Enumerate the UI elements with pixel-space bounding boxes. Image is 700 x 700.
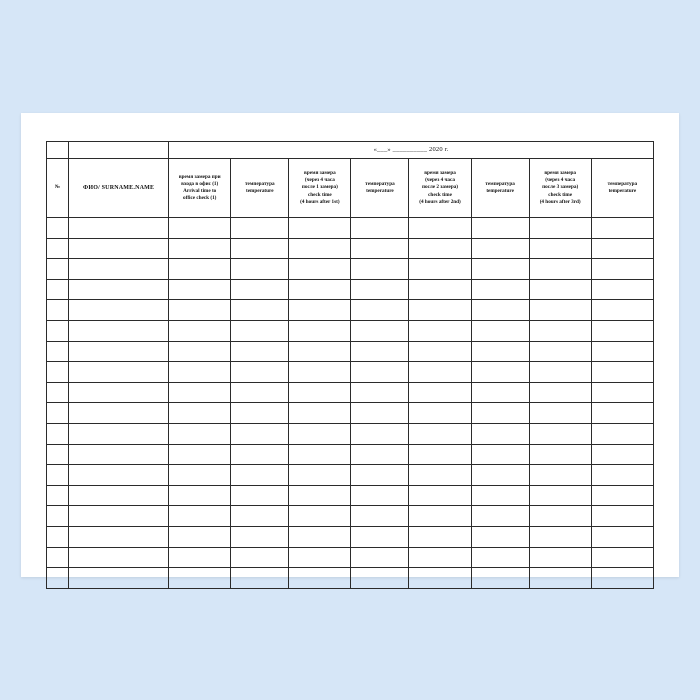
- cell-check4-time[interactable]: [529, 465, 591, 486]
- cell-check2-time[interactable]: [289, 526, 351, 547]
- table-row[interactable]: [47, 526, 654, 547]
- cell-name[interactable]: [69, 526, 169, 547]
- cell-check1-time[interactable]: [169, 568, 231, 589]
- header-line: Arrival time to: [183, 188, 217, 194]
- cell-check3-time[interactable]: [409, 526, 471, 547]
- cell-nr[interactable]: [47, 259, 69, 280]
- cell-nr[interactable]: [47, 362, 69, 383]
- cell-nr[interactable]: [47, 238, 69, 259]
- cell-check2-time[interactable]: [289, 568, 351, 589]
- cell-check1-time[interactable]: [169, 485, 231, 506]
- cell-check4-temp[interactable]: [591, 506, 653, 527]
- cell-check1-time[interactable]: [169, 259, 231, 280]
- cell-check3-temp[interactable]: [471, 465, 529, 486]
- cell-nr[interactable]: [47, 547, 69, 568]
- cell-check1-time[interactable]: [169, 403, 231, 424]
- cell-check2-time[interactable]: [289, 218, 351, 239]
- header-cell-check1-time: [169, 159, 231, 218]
- cell-check4-time[interactable]: [529, 526, 591, 547]
- cell-check1-temp[interactable]: [231, 300, 289, 321]
- cell-check3-time[interactable]: [409, 300, 471, 321]
- cell-check2-temp[interactable]: [351, 238, 409, 259]
- cell-check4-temp[interactable]: [591, 279, 653, 300]
- table-row[interactable]: [47, 320, 654, 341]
- cell-check2-temp[interactable]: [351, 362, 409, 383]
- cell-check2-temp[interactable]: [351, 465, 409, 486]
- header-cell-check3-time: [409, 159, 471, 218]
- cell-check3-time[interactable]: [409, 423, 471, 444]
- cell-name[interactable]: [69, 444, 169, 465]
- cell-check4-time[interactable]: [529, 238, 591, 259]
- cell-check2-temp[interactable]: [351, 403, 409, 424]
- cell-check4-temp[interactable]: [591, 259, 653, 280]
- header-line: check time: [548, 191, 573, 198]
- cell-check1-temp[interactable]: [231, 362, 289, 383]
- cell-check4-temp[interactable]: [591, 218, 653, 239]
- cell-check1-temp[interactable]: [231, 279, 289, 300]
- header-line: office check (1): [183, 195, 217, 202]
- cell-check1-time[interactable]: [169, 465, 231, 486]
- header-cell-name: [69, 159, 169, 218]
- cell-check1-time[interactable]: [169, 238, 231, 259]
- cell-check2-temp[interactable]: [351, 300, 409, 321]
- table-row[interactable]: [47, 444, 654, 465]
- cell-check2-time[interactable]: [289, 320, 351, 341]
- cell-check4-temp[interactable]: [591, 423, 653, 444]
- cell-check1-time[interactable]: [169, 300, 231, 321]
- table-row[interactable]: [47, 300, 654, 321]
- cell-check3-temp[interactable]: [471, 238, 529, 259]
- cell-check1-time[interactable]: [169, 506, 231, 527]
- table-row[interactable]: [47, 341, 654, 362]
- cell-check3-temp[interactable]: [471, 279, 529, 300]
- cell-check2-temp[interactable]: [351, 259, 409, 280]
- cell-check3-temp[interactable]: [471, 218, 529, 239]
- cell-nr[interactable]: [47, 403, 69, 424]
- header-line: (через 4 часа: [425, 177, 455, 184]
- cell-check1-temp[interactable]: [231, 382, 289, 403]
- cell-check4-temp[interactable]: [591, 382, 653, 403]
- cell-check3-time[interactable]: [409, 259, 471, 280]
- cell-check3-time[interactable]: [409, 382, 471, 403]
- cell-check4-temp[interactable]: [591, 341, 653, 362]
- cell-check3-temp[interactable]: [471, 526, 529, 547]
- cell-check4-temp[interactable]: [591, 362, 653, 383]
- cell-name[interactable]: [69, 485, 169, 506]
- cell-check1-time[interactable]: [169, 279, 231, 300]
- table-row[interactable]: [47, 465, 654, 486]
- cell-check3-time[interactable]: [409, 362, 471, 383]
- cell-check2-time[interactable]: [289, 485, 351, 506]
- cell-check4-time[interactable]: [529, 423, 591, 444]
- cell-check1-temp[interactable]: [231, 218, 289, 239]
- document-sheet: [21, 113, 679, 577]
- header-line: температура: [485, 180, 515, 187]
- table-row[interactable]: [47, 382, 654, 403]
- cell-check4-time[interactable]: [529, 382, 591, 403]
- cell-check3-temp[interactable]: [471, 320, 529, 341]
- table-row[interactable]: [47, 218, 654, 239]
- cell-check3-temp[interactable]: [471, 403, 529, 424]
- cell-check4-temp[interactable]: [591, 444, 653, 465]
- cell-check4-time[interactable]: [529, 279, 591, 300]
- cell-check2-time[interactable]: [289, 465, 351, 486]
- cell-check1-time[interactable]: [169, 218, 231, 239]
- cell-check1-temp[interactable]: [231, 526, 289, 547]
- cell-check1-temp[interactable]: [231, 341, 289, 362]
- banner-corner-name: [69, 142, 169, 159]
- cell-check3-time[interactable]: [409, 568, 471, 589]
- cell-name[interactable]: [69, 403, 169, 424]
- table-row[interactable]: [47, 259, 654, 280]
- cell-check1-time[interactable]: [169, 341, 231, 362]
- cell-check1-time[interactable]: [169, 444, 231, 465]
- cell-check1-temp[interactable]: [231, 423, 289, 444]
- date-banner-row: [47, 142, 654, 159]
- cell-nr[interactable]: [47, 320, 69, 341]
- cell-check2-temp[interactable]: [351, 320, 409, 341]
- cell-check1-temp[interactable]: [231, 259, 289, 280]
- cell-check1-time[interactable]: [169, 382, 231, 403]
- header-row: [47, 159, 654, 218]
- banner-corner-nr: [47, 142, 69, 159]
- cell-check2-time[interactable]: [289, 403, 351, 424]
- header-line: время замера: [424, 170, 456, 177]
- cell-check2-time[interactable]: [289, 300, 351, 321]
- cell-nr[interactable]: [47, 506, 69, 527]
- header-line: temperature: [366, 188, 394, 194]
- cell-check3-temp[interactable]: [471, 547, 529, 568]
- cell-nr[interactable]: [47, 444, 69, 465]
- cell-check3-time[interactable]: [409, 465, 471, 486]
- cell-name[interactable]: [69, 547, 169, 568]
- cell-check4-time[interactable]: [529, 485, 591, 506]
- header-cell-check4-temp: [591, 159, 653, 218]
- header-line: ФИО/ SURNAME.NAME: [82, 184, 155, 191]
- cell-check1-time[interactable]: [169, 423, 231, 444]
- header-cell-check2-time: [289, 159, 351, 218]
- cell-check3-time[interactable]: [409, 279, 471, 300]
- header-line: temperature: [486, 188, 514, 194]
- cell-check1-time[interactable]: [169, 362, 231, 383]
- header-line: время замера: [544, 170, 576, 177]
- table-row[interactable]: [47, 279, 654, 300]
- header-line: №: [54, 184, 61, 191]
- temperature-log-table-wrapper: [46, 141, 654, 551]
- cell-check2-temp[interactable]: [351, 526, 409, 547]
- cell-check1-time[interactable]: [169, 320, 231, 341]
- table-row[interactable]: [47, 506, 654, 527]
- header-line: температура: [245, 180, 275, 187]
- cell-check4-time[interactable]: [529, 300, 591, 321]
- header-cell-check2-temp: [351, 159, 409, 218]
- cell-check1-time[interactable]: [169, 526, 231, 547]
- header-line: после 3 замера): [542, 184, 579, 191]
- cell-check3-temp[interactable]: [471, 362, 529, 383]
- cell-check4-time[interactable]: [529, 218, 591, 239]
- cell-check4-time[interactable]: [529, 362, 591, 383]
- cell-name[interactable]: [69, 568, 169, 589]
- cell-check2-temp[interactable]: [351, 506, 409, 527]
- cell-check4-time[interactable]: [529, 320, 591, 341]
- table-row[interactable]: [47, 568, 654, 589]
- cell-check2-temp[interactable]: [351, 341, 409, 362]
- cell-check3-temp[interactable]: [471, 382, 529, 403]
- cell-check1-temp[interactable]: [231, 506, 289, 527]
- header-line: (4 hours after 1st): [300, 198, 340, 205]
- cell-check1-temp[interactable]: [231, 465, 289, 486]
- table-row[interactable]: [47, 423, 654, 444]
- cell-check4-time[interactable]: [529, 547, 591, 568]
- cell-check1-temp[interactable]: [231, 444, 289, 465]
- cell-nr[interactable]: [47, 526, 69, 547]
- cell-check4-time[interactable]: [529, 444, 591, 465]
- cell-nr[interactable]: [47, 218, 69, 239]
- cell-nr[interactable]: [47, 300, 69, 321]
- header-line: температура: [607, 180, 638, 187]
- cell-check3-time[interactable]: [409, 238, 471, 259]
- cell-nr[interactable]: [47, 485, 69, 506]
- cell-check2-temp[interactable]: [351, 568, 409, 589]
- cell-check4-temp[interactable]: [591, 465, 653, 486]
- header-cell-nr: [47, 159, 69, 218]
- header-line: check time: [307, 191, 332, 198]
- cell-name[interactable]: [69, 341, 169, 362]
- table-row[interactable]: [47, 403, 654, 424]
- header-line: (4 hours after 2nd): [419, 198, 461, 205]
- cell-check3-temp[interactable]: [471, 444, 529, 465]
- cell-check1-time[interactable]: [169, 547, 231, 568]
- cell-check2-time[interactable]: [289, 238, 351, 259]
- cell-name[interactable]: [69, 320, 169, 341]
- header-line: temperature: [608, 188, 637, 194]
- cell-check4-time[interactable]: [529, 341, 591, 362]
- cell-check3-temp[interactable]: [471, 485, 529, 506]
- header-line: после 1 замера): [301, 184, 338, 191]
- table-row[interactable]: [47, 362, 654, 383]
- header-cell-check4-time: [529, 159, 591, 218]
- cell-check3-time[interactable]: [409, 218, 471, 239]
- cell-check1-temp[interactable]: [231, 568, 289, 589]
- header-line: время замера: [304, 170, 336, 177]
- cell-check4-temp[interactable]: [591, 568, 653, 589]
- cell-nr[interactable]: [47, 382, 69, 403]
- cell-check3-temp[interactable]: [471, 506, 529, 527]
- cell-nr[interactable]: [47, 568, 69, 589]
- header-line: температура: [365, 180, 395, 187]
- temperature-log-table: [46, 141, 654, 589]
- cell-check3-temp[interactable]: [471, 423, 529, 444]
- cell-check2-time[interactable]: [289, 362, 351, 383]
- cell-name[interactable]: [69, 382, 169, 403]
- header-line: temperature: [246, 188, 274, 194]
- cell-check3-temp[interactable]: [471, 259, 529, 280]
- cell-check4-temp[interactable]: [591, 547, 653, 568]
- table-row[interactable]: [47, 485, 654, 506]
- cell-check3-time[interactable]: [409, 547, 471, 568]
- cell-check4-temp[interactable]: [591, 526, 653, 547]
- header-line: после 2 замера): [422, 184, 459, 191]
- cell-nr[interactable]: [47, 465, 69, 486]
- cell-check4-temp[interactable]: [591, 320, 653, 341]
- cell-check1-temp[interactable]: [231, 485, 289, 506]
- cell-check2-temp[interactable]: [351, 279, 409, 300]
- header-line: (4 hours after 3rd): [539, 198, 581, 205]
- cell-name[interactable]: [69, 362, 169, 383]
- header-line: check time: [428, 191, 452, 198]
- cell-check4-temp[interactable]: [591, 485, 653, 506]
- cell-nr[interactable]: [47, 279, 69, 300]
- cell-check1-temp[interactable]: [231, 547, 289, 568]
- header-line: входа в офис (1): [181, 180, 219, 187]
- cell-check2-time[interactable]: [289, 341, 351, 362]
- cell-check3-time[interactable]: [409, 403, 471, 424]
- cell-check3-temp[interactable]: [471, 568, 529, 589]
- cell-check1-temp[interactable]: [231, 320, 289, 341]
- cell-check2-time[interactable]: [289, 423, 351, 444]
- cell-check2-temp[interactable]: [351, 547, 409, 568]
- header-line: (через 4 часа: [304, 177, 335, 184]
- cell-check4-time[interactable]: [529, 506, 591, 527]
- cell-check2-time[interactable]: [289, 547, 351, 568]
- cell-check1-temp[interactable]: [231, 238, 289, 259]
- cell-check2-time[interactable]: [289, 506, 351, 527]
- header-cell-check1-temp: [231, 159, 289, 218]
- cell-check3-temp[interactable]: [471, 341, 529, 362]
- header-line: время замера при: [178, 173, 221, 180]
- cell-check4-time[interactable]: [529, 259, 591, 280]
- cell-nr[interactable]: [47, 423, 69, 444]
- cell-name[interactable]: [69, 300, 169, 321]
- cell-check4-temp[interactable]: [591, 238, 653, 259]
- table-row[interactable]: [47, 238, 654, 259]
- cell-check4-time[interactable]: [529, 568, 591, 589]
- cell-name[interactable]: [69, 465, 169, 486]
- cell-nr[interactable]: [47, 341, 69, 362]
- cell-check2-temp[interactable]: [351, 485, 409, 506]
- cell-name[interactable]: [69, 506, 169, 527]
- cell-check3-time[interactable]: [409, 485, 471, 506]
- cell-check1-temp[interactable]: [231, 403, 289, 424]
- cell-check2-temp[interactable]: [351, 444, 409, 465]
- cell-check2-temp[interactable]: [351, 423, 409, 444]
- date-field[interactable]: «___» __________ 2020 г.: [169, 142, 654, 159]
- cell-check2-temp[interactable]: [351, 218, 409, 239]
- cell-check3-time[interactable]: [409, 506, 471, 527]
- cell-name[interactable]: [69, 259, 169, 280]
- cell-check2-time[interactable]: [289, 382, 351, 403]
- cell-name[interactable]: [69, 218, 169, 239]
- cell-check2-time[interactable]: [289, 279, 351, 300]
- cell-check4-temp[interactable]: [591, 403, 653, 424]
- cell-check3-temp[interactable]: [471, 300, 529, 321]
- table-row[interactable]: [47, 547, 654, 568]
- cell-check3-time[interactable]: [409, 444, 471, 465]
- cell-check4-time[interactable]: [529, 403, 591, 424]
- cell-check3-time[interactable]: [409, 320, 471, 341]
- header-line: (через 4 часа: [545, 177, 576, 184]
- cell-check2-time[interactable]: [289, 259, 351, 280]
- cell-name[interactable]: [69, 279, 169, 300]
- cell-check3-time[interactable]: [409, 341, 471, 362]
- header-cell-check3-temp: [471, 159, 529, 218]
- cell-name[interactable]: [69, 423, 169, 444]
- cell-name[interactable]: [69, 238, 169, 259]
- cell-check2-temp[interactable]: [351, 382, 409, 403]
- cell-check2-time[interactable]: [289, 444, 351, 465]
- cell-check4-temp[interactable]: [591, 300, 653, 321]
